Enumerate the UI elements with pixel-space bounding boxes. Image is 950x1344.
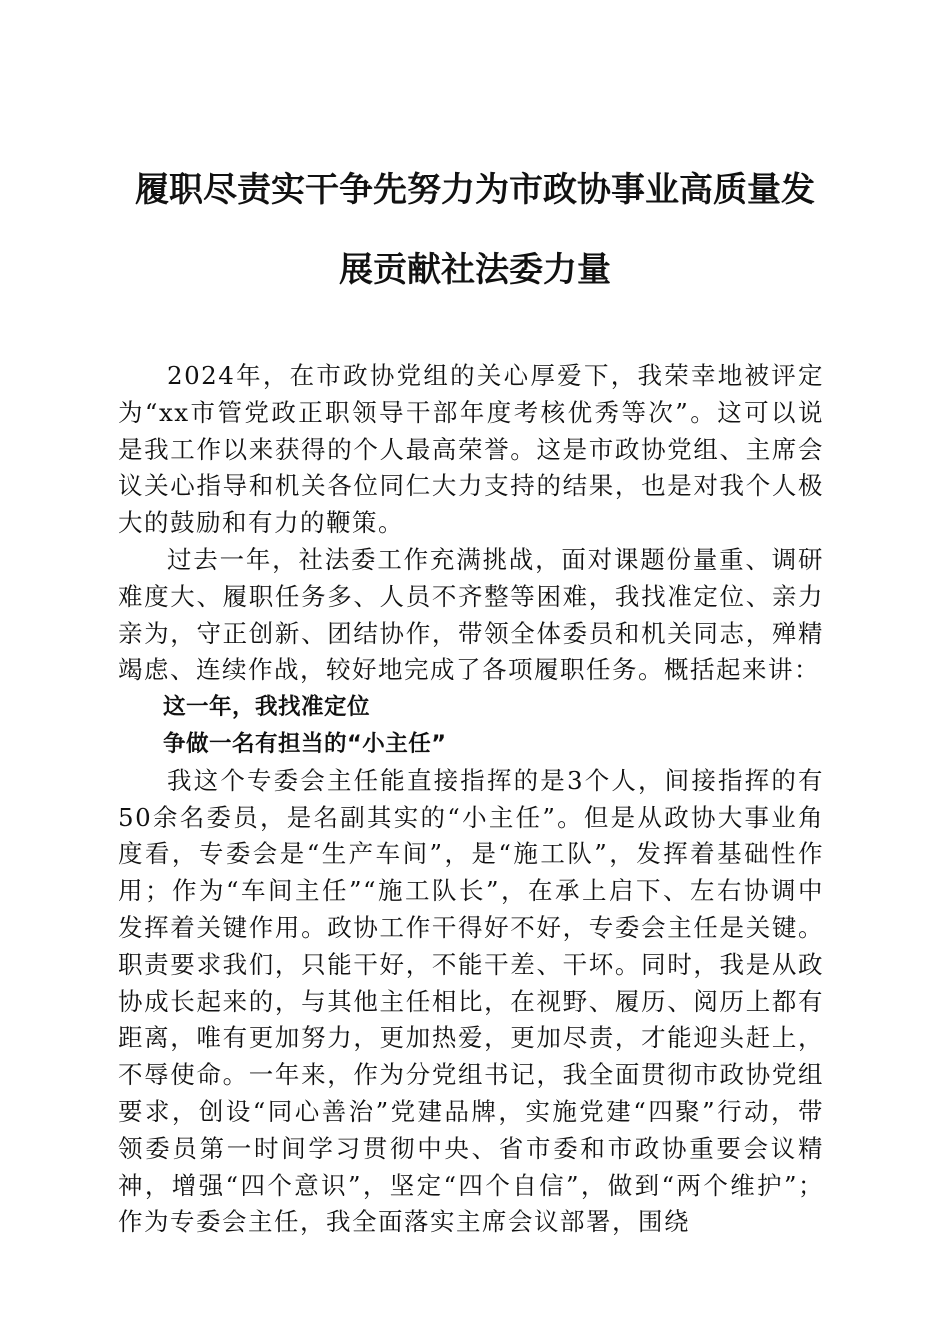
title-line-2: 展贡献社法委力量: [339, 250, 611, 290]
document-title: [100, 150, 850, 310]
title-line-1: 履职尽责实干争先努力为市政协事业高质量发: [135, 170, 815, 210]
section-heading-2: 争做一名有担当的“小主任”: [163, 730, 447, 757]
document-body: [118, 358, 824, 1241]
paragraph-2: 过去一年，社法委工作充满挑战，面对课题份量重、调研难度大、履职任务多、人员不齐整等困难，我找准定位、亲力亲为，守正创新、团结协作，带领全体委员和机关同志，殚精竭虑、连续作战，较好地完成了各项履职任务。概括起来讲：: [118, 544, 824, 685]
section-heading-1: 这一年，我找准定位: [163, 694, 371, 721]
paragraph-1: 2024年，在市政协党组的关心厚爱下，我荣幸地被评定为“xx市管党政正职领导干部年度考核优秀等次”。这可以说是我工作以来获得的个人最高荣誉。这是市政协党组、主席会议关心指导和机关各位同仁大力支持的结果，也是对我个人极大的鼓励和有力的鞭策。: [118, 361, 824, 538]
paragraph-3: 我这个专委会主任能直接指挥的是3个人，间接指挥的有50余名委员，是名副其实的“小主任”。但是从政协大事业角度看，专委会是“生产车间”，是“施工队”，发挥着基础性作用；作为“车间主任”“施工队长”，在承上启下、左右协调中发挥着关键作用。政协工作干得好不好，专委会主任是关键。职责要求我们，只能干好，不能干差、干坏。同时，我是从政协成长起来的，与其他主任相比，在视野、履历、阅历上都有距离，唯有更加努力，更加热爱，更加尽责，才能迎头赶上，不辱使命。一年来，作为分党组书记，我全面贯彻市政协党组要求，创设“同心善治”党建品牌，实施党建“四聚”行动，带领委员第一时间学习贯彻中央、省市委和市政协重要会议精神，增强“四个意识”，坚定“四个自信”，做到“两个维护”；作为专委会主任，我全面落实主席会议部署，围绕: [118, 765, 824, 1237]
